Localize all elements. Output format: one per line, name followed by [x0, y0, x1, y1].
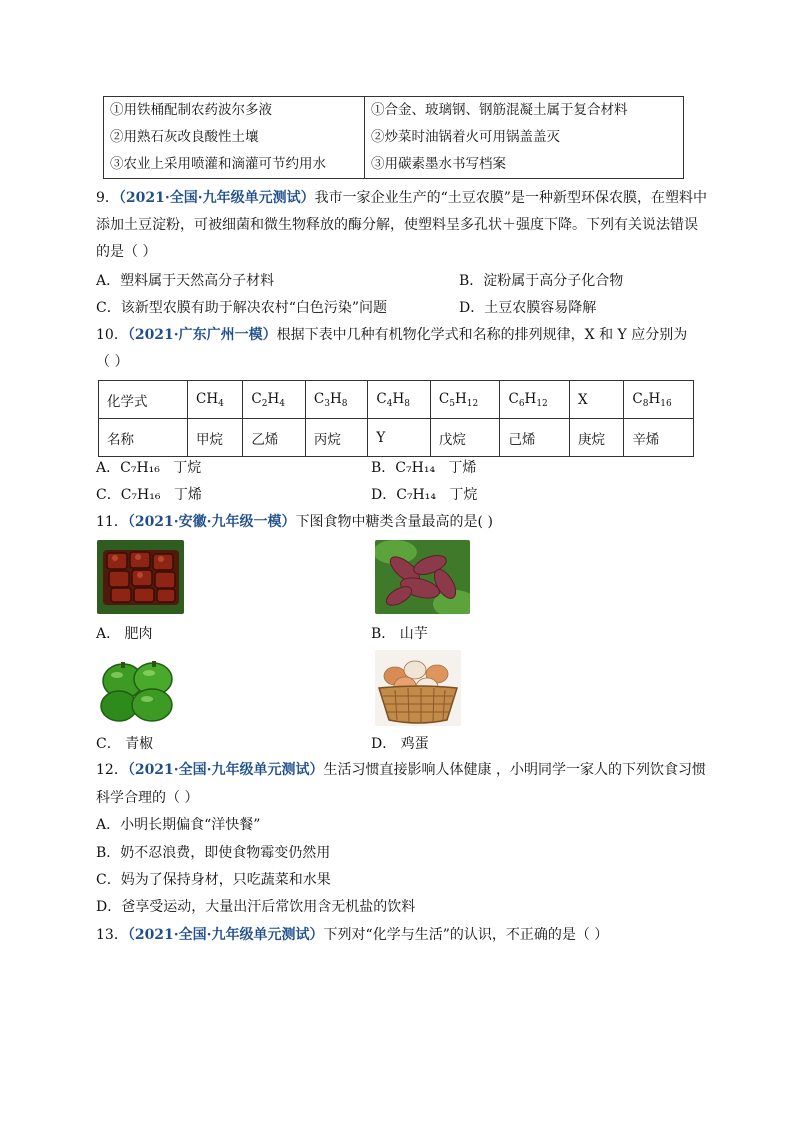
- option-a[interactable]: A． 肥肉: [96, 626, 153, 642]
- formula-cell: $C_3H_8$: [305, 381, 368, 419]
- question-12-line-1: [96, 761, 706, 779]
- question-text: 我市一家企业生产的“土豆农膜”是一种新型环保农膜，在塑料中: [314, 190, 707, 206]
- option-a[interactable]: A．C₇H₁₆ 丁烷: [96, 460, 202, 476]
- question-13-line: [96, 926, 608, 944]
- question-12-line-2: 科学合理的（ ）: [96, 790, 199, 806]
- option-b[interactable]: B．淀粉属于高分子化合物: [459, 273, 624, 289]
- formula-cell: $CH_4$: [188, 381, 243, 419]
- option-c[interactable]: C．妈为了保持身材，只吃蔬菜和水果: [96, 872, 331, 888]
- table-cell: ②炒菜时油锅着火可用锅盖盖灭: [371, 129, 560, 145]
- question-source: （2021·全国·九年级单元测试）: [118, 190, 315, 206]
- pork-belly-image: [97, 540, 184, 614]
- formula-cell: $C_4H_8$: [368, 381, 431, 419]
- formula-cell: X: [570, 381, 624, 419]
- question-11-line: [96, 513, 493, 531]
- option-a[interactable]: A．小明长期偏食“洋快餐”: [96, 817, 261, 833]
- option-d[interactable]: D． 鸡蛋: [371, 736, 429, 752]
- question-number: 10．: [96, 327, 128, 343]
- formula-cell: $C_5H_{12}$: [430, 381, 500, 419]
- question-number: 13．: [96, 927, 128, 943]
- question-10-line-1: [96, 326, 687, 344]
- name-cell: Y: [368, 419, 431, 457]
- question-9-line-3: 的是（ ）: [96, 244, 157, 260]
- question-source: （2021·安徽·九年级一模）: [127, 514, 296, 530]
- question-source: （2021·全国·九年级单元测试）: [127, 762, 324, 778]
- table-row: [99, 419, 694, 457]
- option-c[interactable]: C． 青椒: [96, 736, 154, 752]
- question-text: 下图食物中糖类含量最高的是( ): [295, 514, 493, 530]
- sweet-potato-image: [375, 540, 470, 614]
- name-cell: 丙烷: [305, 419, 368, 457]
- option-c[interactable]: C．该新型农膜有助于解决农村“白色污染”问题: [96, 300, 388, 316]
- name-cell: 辛烯: [624, 419, 694, 457]
- option-d[interactable]: D．爸享受运动，大量出汗后常饮用含无机盐的饮料: [96, 899, 416, 915]
- option-c[interactable]: C．C₇H₁₆ 丁烯: [96, 487, 202, 503]
- table-cell: ③用碳素墨水书写档案: [371, 156, 506, 172]
- option-d[interactable]: D．C₇H₁₄ 丁烷: [371, 487, 478, 503]
- formula-cell: $C_6H_{12}$: [500, 381, 570, 419]
- question-text: 下列对“化学与生活”的认识，不正确的是（ ）: [323, 927, 609, 943]
- table-cell: ①合金、玻璃钢、钢筋混凝土属于复合材料: [371, 102, 628, 118]
- eggs-basket-image: [375, 650, 461, 726]
- question-source: （2021·全国·九年级单元测试）: [127, 927, 324, 943]
- question-9-line-2: 添加土豆淀粉，可被细菌和微生物释放的酶分解，使塑料呈多孔状＋强度下降。下列有关说法错误: [96, 217, 698, 233]
- formula-cell: $C_8H_{16}$: [624, 381, 694, 419]
- row-label: 名称: [99, 419, 188, 457]
- formula-cell: $C_2H_4$: [243, 381, 306, 419]
- name-cell: 戊烷: [430, 419, 500, 457]
- question-number: 9．: [96, 190, 119, 206]
- option-b[interactable]: B．奶不忍浪费，即使食物霉变仍然用: [96, 845, 331, 861]
- table-cell: ①用铁桶配制农药波尔多液: [104, 97, 365, 125]
- option-a[interactable]: A．塑料属于天然高分子材料: [96, 273, 275, 289]
- question-text: 生活习惯直接影响人体健康 ，小明同学一家人的下列饮食习惯: [323, 762, 706, 778]
- name-cell: 甲烷: [188, 419, 243, 457]
- row-label: 化学式: [99, 381, 188, 419]
- question-text: 根据下表中几种有机物化学式和名称的排列规律，X 和 Y 应分别为: [276, 327, 688, 343]
- question-9-line-1: [96, 189, 707, 207]
- option-d[interactable]: D．土豆农膜容易降解: [459, 300, 597, 316]
- question-source: （2021·广东广州一模）: [127, 327, 277, 343]
- top-knowledge-table: [103, 96, 684, 179]
- name-cell: 乙烯: [243, 419, 306, 457]
- name-cell: 己烯: [500, 419, 570, 457]
- option-b[interactable]: B． 山芋: [371, 626, 428, 642]
- formula-table: [98, 380, 694, 457]
- table-row: [99, 381, 694, 419]
- question-number: 11．: [96, 514, 128, 530]
- question-number: 12．: [96, 762, 128, 778]
- name-cell: 庚烷: [570, 419, 624, 457]
- question-10-line-2: （ ）: [96, 354, 129, 370]
- table-cell: ③农业上采用喷灌和滴灌可节约用水: [104, 151, 365, 179]
- option-b[interactable]: B．C₇H₁₄ 丁烯: [371, 460, 477, 476]
- green-pepper-image: [97, 653, 180, 726]
- table-cell: ②用熟石灰改良酸性土壤: [104, 124, 365, 151]
